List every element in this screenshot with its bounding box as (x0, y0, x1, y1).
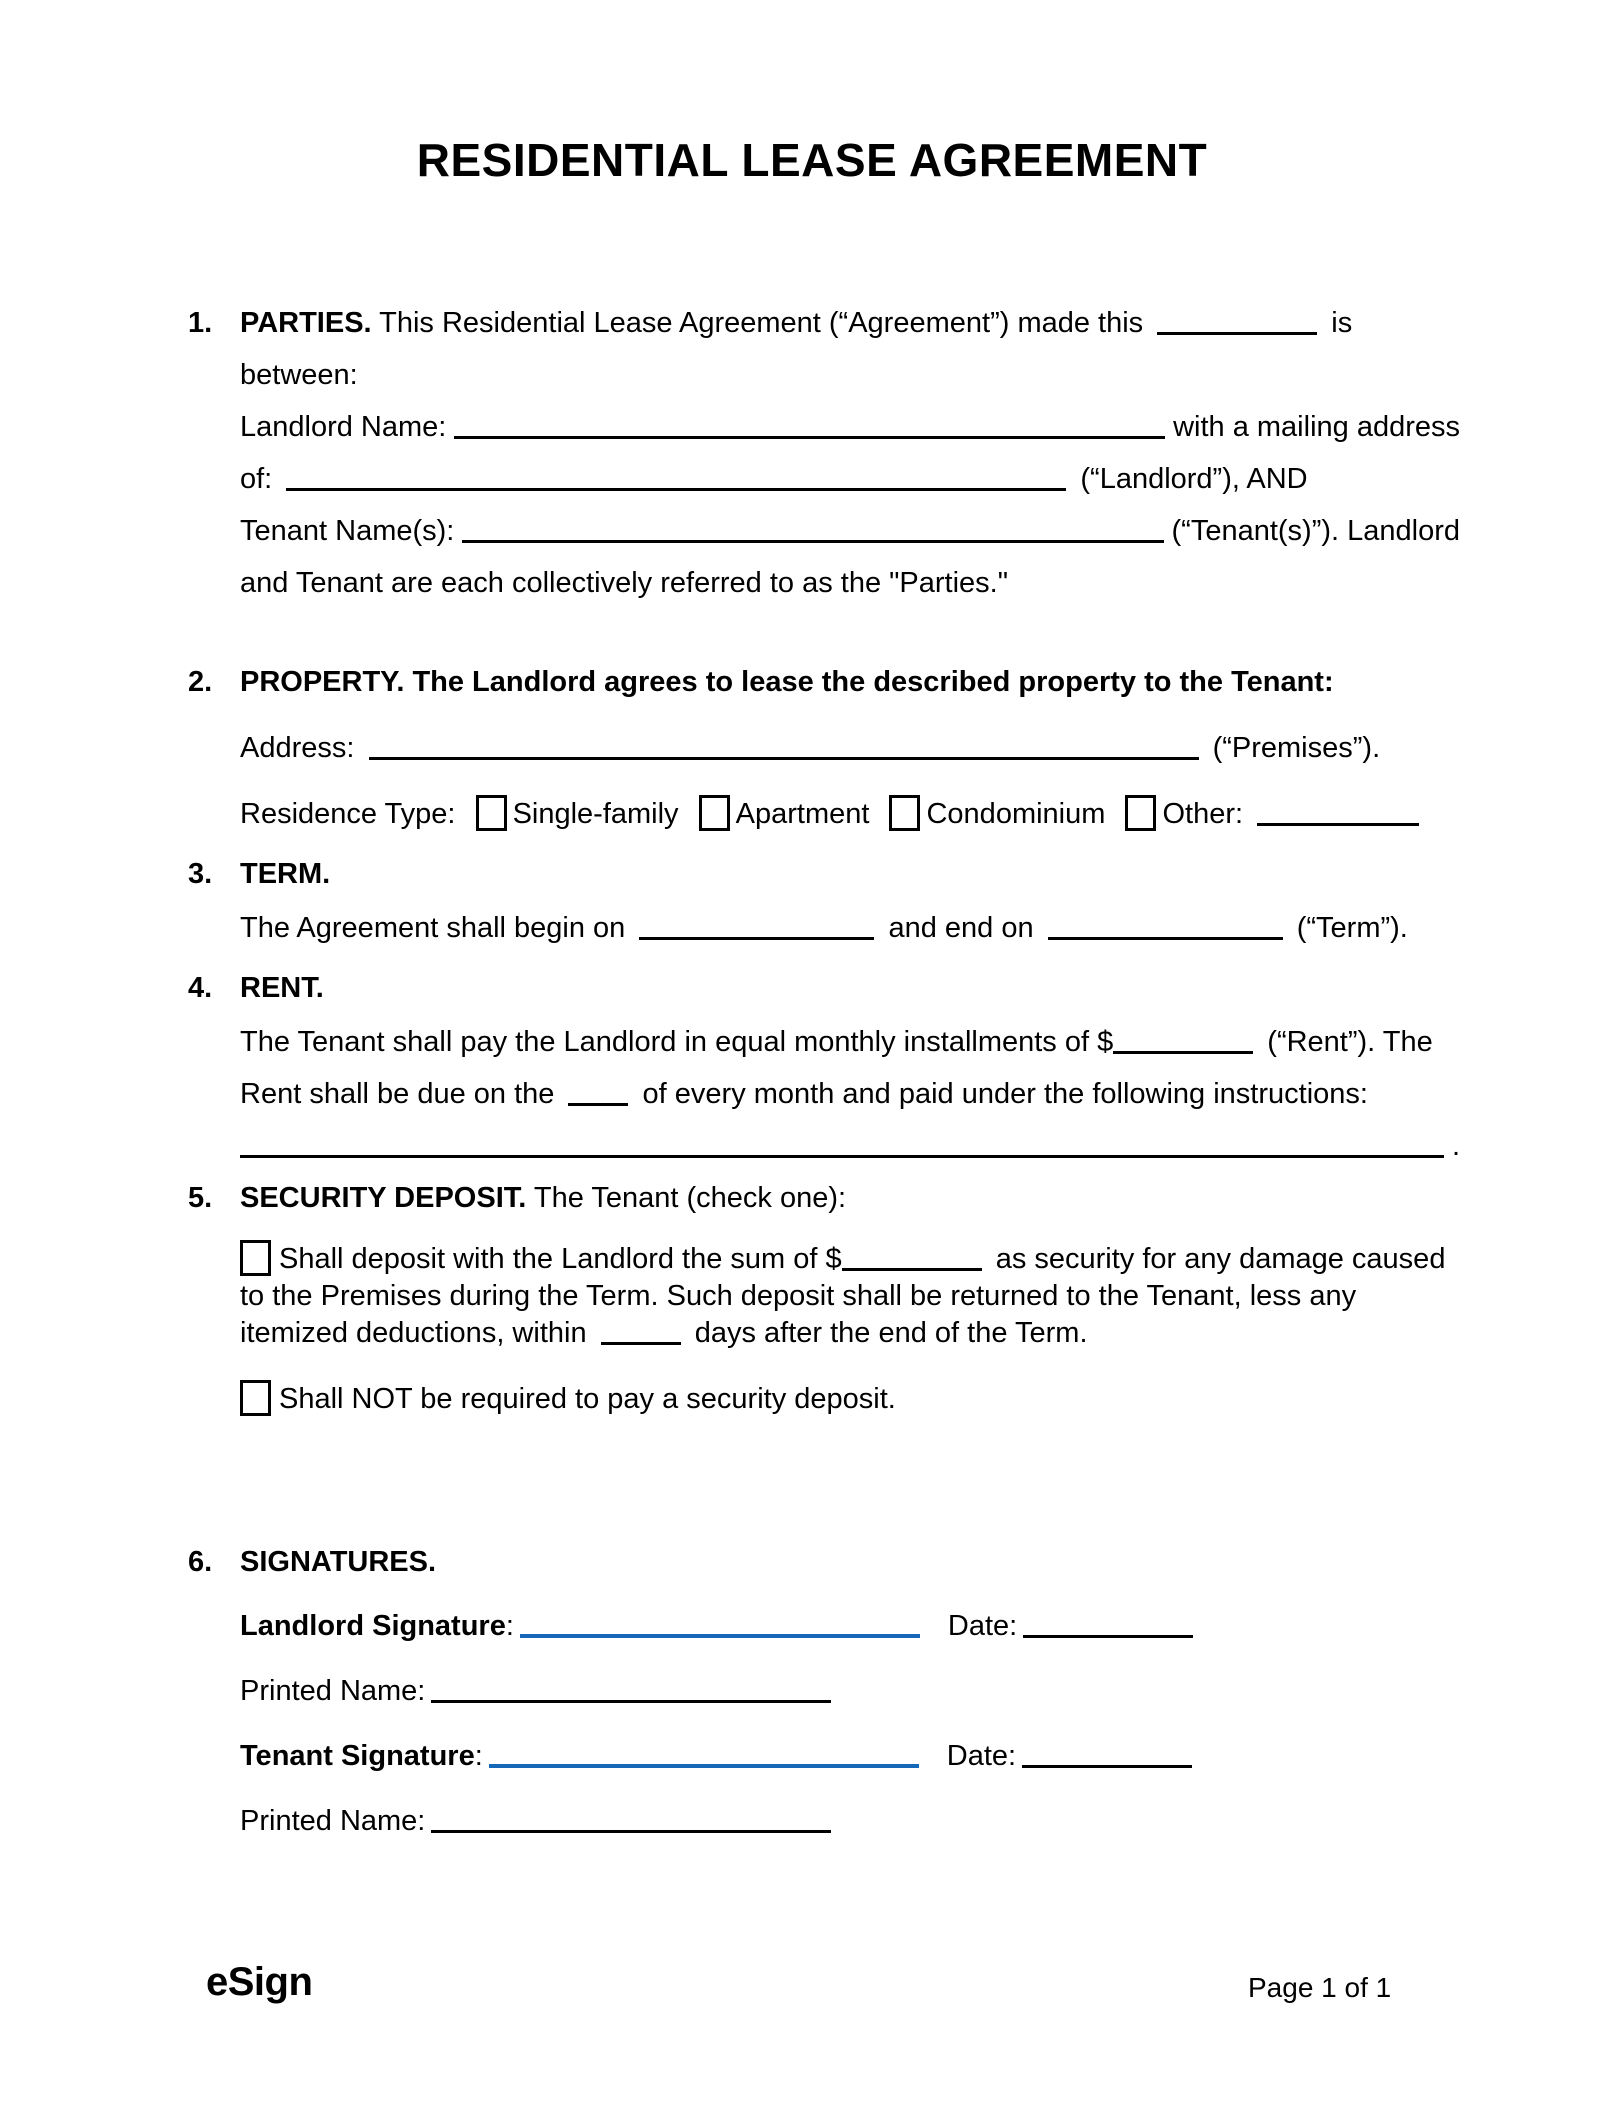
tenant-name-line (240, 505, 1460, 557)
residence-type-line (240, 788, 1460, 840)
section-number: 4. (188, 972, 213, 1004)
deposit-option2-text: Shall NOT be required to pay a security deposit. (279, 1383, 896, 1415)
date-label: Date: (946, 1740, 1017, 1772)
section-heading: SECURITY DEPOSIT. (240, 1182, 527, 1214)
section-number: 2. (188, 666, 213, 698)
landlord-name-suffix: with a mailing address (1173, 411, 1460, 443)
deposit-option-1 (240, 1240, 1460, 1352)
section-security-deposit (188, 1172, 1460, 1418)
rent-amount-field[interactable] (1113, 1047, 1253, 1054)
other-checkbox[interactable] (1125, 795, 1156, 831)
tenant-signature-line (240, 1730, 1460, 1782)
address-suffix: (“Premises”). (1212, 732, 1381, 764)
payment-instructions-field[interactable] (240, 1151, 1444, 1158)
tenant-name-label: Tenant Name(s): (240, 515, 455, 547)
document-content (188, 0, 1460, 1847)
property-heading-rest: The Landlord agrees to lease the described property to the Tenant: (412, 666, 1334, 698)
landlord-name-label: Landlord Name: (240, 411, 447, 443)
apartment-label: Apartment (735, 798, 870, 830)
section-number: 1. (188, 307, 213, 339)
section-number: 6. (188, 1546, 213, 1578)
parties-closing-line: and Tenant are each collectively referred to as the "Parties." (240, 567, 1009, 599)
landlord-name-line (240, 401, 1460, 453)
landlord-printed-name-field[interactable] (431, 1696, 831, 1703)
single-family-checkbox[interactable] (476, 795, 507, 831)
other-residence-field[interactable] (1257, 819, 1419, 826)
property-heading-line (240, 656, 1460, 708)
section-heading: RENT. (240, 972, 324, 1004)
parties-intro-text: This Residential Lease Agreement (“Agreement”) made this (379, 307, 1144, 339)
no-deposit-checkbox[interactable] (240, 1380, 271, 1416)
page-title: RESIDENTIAL LEASE AGREEMENT (416, 134, 1208, 186)
label-colon: : (505, 1610, 514, 1642)
page-indicator: Page 1 of 1 (1248, 1972, 1392, 2003)
rent-body-line-2 (240, 1068, 1460, 1120)
rent-body-line-1 (240, 1016, 1460, 1068)
term-end-date-field[interactable] (1048, 933, 1283, 940)
shall-deposit-checkbox[interactable] (240, 1240, 271, 1276)
section-rent (188, 962, 1460, 1172)
landlord-signature-date-field[interactable] (1023, 1631, 1193, 1638)
parties-intro-line (240, 297, 1460, 401)
other-label: Other: (1162, 798, 1244, 830)
section-heading: SIGNATURES. (240, 1546, 437, 1578)
tenant-signature-label: Tenant Signature (240, 1740, 475, 1772)
section-signatures (188, 1536, 1460, 1847)
rent-text-b: (“Rent”). The (1267, 1026, 1433, 1058)
tenant-signature-field[interactable] (489, 1760, 919, 1768)
section-heading: TERM. (240, 858, 331, 890)
condominium-checkbox[interactable] (889, 795, 920, 831)
signatures-heading-line (240, 1536, 1460, 1588)
landlord-signature-label: Landlord Signature (240, 1610, 506, 1642)
deposit-option1-text-b: as security for any damage caused to the Premises during the Term. Such deposit shall be returned to the Tenant, less any itemized deductions, within (240, 1243, 1446, 1349)
deposit-option1-text-a: Shall deposit with the Landlord the sum of $ (279, 1243, 842, 1275)
rent-text-d: of every month and paid under the following instructions: (642, 1078, 1368, 1110)
property-address-line (240, 722, 1460, 774)
section-number: 5. (188, 1182, 213, 1214)
esign-logo: eSign (206, 1960, 313, 2004)
residence-type-label: Residence Type: (240, 798, 456, 830)
rent-due-day-field[interactable] (568, 1099, 628, 1106)
condominium-label: Condominium (926, 798, 1106, 830)
tenant-names-field[interactable] (462, 536, 1163, 543)
section-heading: PROPERTY. (240, 666, 405, 698)
deposit-heading-rest: The Tenant (check one): (533, 1182, 847, 1214)
landlord-printed-name-line (240, 1665, 1460, 1717)
term-body-line (240, 902, 1460, 954)
section-number: 3. (188, 858, 213, 890)
address-label: Address: (240, 732, 355, 764)
parties-intro-text-2: is between: (240, 307, 1353, 391)
property-address-field[interactable] (369, 753, 1199, 760)
deposit-option1-text-c: days after the end of the Term. (694, 1317, 1088, 1349)
term-text-c: (“Term”). (1296, 912, 1408, 944)
section-term (188, 848, 1460, 954)
term-text-b: and end on (888, 912, 1034, 944)
label-colon: : (474, 1740, 483, 1772)
section-property (188, 656, 1460, 840)
of-label: of: (240, 463, 273, 495)
date-label: Date: (947, 1610, 1018, 1642)
term-text-a: The Agreement shall begin on (240, 912, 626, 944)
deposit-amount-field[interactable] (842, 1264, 982, 1271)
landlord-signature-line (240, 1600, 1460, 1652)
tenant-name-suffix: (“Tenant(s)”). Landlord (1171, 515, 1460, 547)
tenant-signature-date-field[interactable] (1022, 1761, 1192, 1768)
printed-name-label: Printed Name: (240, 1675, 426, 1707)
rent-heading-line (240, 962, 1460, 1014)
rent-text-a: The Tenant shall pay the Landlord in equal monthly installments of $ (240, 1026, 1114, 1058)
term-start-date-field[interactable] (639, 933, 874, 940)
tenant-printed-name-line (240, 1795, 1460, 1847)
term-heading-line (240, 848, 1460, 900)
deposit-heading-line (240, 1172, 1460, 1224)
section-parties (188, 297, 1460, 609)
rent-text-c: Rent shall be due on the (240, 1078, 555, 1110)
landlord-address-field[interactable] (286, 484, 1066, 491)
payment-instructions-line (240, 1120, 1460, 1172)
apartment-checkbox[interactable] (699, 795, 730, 831)
section-heading: PARTIES. (240, 307, 372, 339)
instructions-period: . (1451, 1130, 1460, 1162)
printed-name-label: Printed Name: (240, 1805, 426, 1837)
agreement-date-field[interactable] (1157, 328, 1317, 335)
landlord-address-line (240, 453, 1460, 505)
deposit-option-2 (240, 1380, 1460, 1418)
landlord-name-field[interactable] (454, 432, 1165, 439)
single-family-label: Single-family (512, 798, 679, 830)
tenant-printed-name-field[interactable] (431, 1826, 831, 1833)
landlord-signature-field[interactable] (520, 1630, 920, 1638)
deposit-return-days-field[interactable] (601, 1338, 681, 1345)
landlord-address-suffix: (“Landlord”), AND (1080, 463, 1308, 495)
